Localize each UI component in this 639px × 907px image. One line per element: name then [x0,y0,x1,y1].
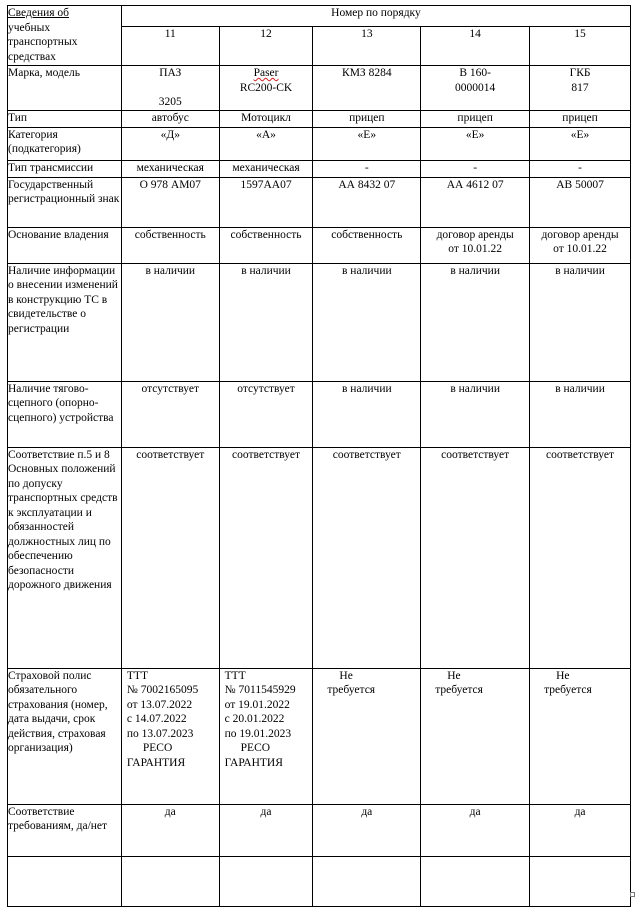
category-cell-13: «Е» [313,127,421,160]
ownership-cell-15 [530,227,631,263]
insurance-line: № 7002165095 [126,684,199,696]
row-label-brand: Марка, модель [8,66,122,111]
column-number-11: 11 [121,27,219,66]
type-cell-11: автобус [121,110,219,127]
brand-line: 3205 [158,96,182,108]
changes-cell-14: в наличии [421,263,530,381]
brand-line: КМЗ 8284 [342,67,392,79]
table-row [8,804,631,856]
insurance-line: по 19.01.2023 [224,727,292,740]
row-label-towbar: Наличие тягово-сцепного (опорно-сцепного) устройства [8,381,122,447]
changes-cell-13: в наличии [313,263,421,381]
brand-line: В 160- [459,67,491,79]
insurance-cell-13 [313,668,421,804]
brand-cell-11 [121,66,219,111]
requirements-cell-12: да [219,804,313,856]
insurance-line: по 13.07.2023 [126,727,194,740]
row-label-changes: Наличие информации о внесении изменений в конструкцию ТС в свидетельстве о регистрации [8,263,122,381]
row-label-ownership: Основание владения [8,227,122,263]
category-cell-11: «Д» [121,127,219,160]
insurance-cell-12 [219,668,313,804]
brand-line: ГКБ [569,67,591,79]
empty-cell [219,856,313,906]
regnum-cell-12: 1597АА07 [219,177,313,227]
category-cell-15: «Е» [530,127,631,160]
insurance-cell-14 [421,668,530,804]
brand-line: 817 [571,81,589,94]
insurance-line: с 20.01.2022 [224,713,285,725]
insurance-cell-15 [530,668,631,804]
transmission-cell-13: - [313,160,421,177]
column-number-12: 12 [219,27,313,66]
regnum-cell-11: О 978 АМ07 [121,177,219,227]
row-label-category: Категория (подкатегория) [8,127,122,160]
type-cell-13: прицеп [313,110,421,127]
empty-cell [530,856,631,906]
insurance-line: ГАРАНТИЯ [126,756,186,769]
towbar-cell-15: в наличии [530,381,631,447]
insurance-line: РЕСО [240,742,271,754]
insurance-line: РЕСО [142,742,173,754]
towbar-cell-12: отсутствует [219,381,313,447]
column-number-14: 14 [421,27,530,66]
transmission-cell-11: механическая [121,160,219,177]
header-label-line: средствах [8,50,56,63]
table-resize-handle[interactable] [630,892,635,897]
table-row [8,110,631,127]
transmission-cell-14: - [421,160,530,177]
towbar-cell-14: в наличии [421,381,530,447]
table-row-empty [8,856,631,906]
insurance-line: от 13.07.2022 [126,698,193,711]
brand-line: 0000014 [455,81,496,94]
empty-cell [313,856,421,906]
insurance-line: требуется [435,684,483,696]
header-label-line: Сведения об [8,7,70,19]
row-label-type: Тип [8,110,122,127]
table-row [8,381,631,447]
brand-cell-15 [530,66,631,111]
row-label-requirements: Соответствие требованиям, да/нет [8,804,122,856]
table-row [8,263,631,381]
category-cell-12: «А» [219,127,313,160]
ownership-cell-14 [421,227,530,263]
row-label-insurance: Страховой полис обязательного страхования (номер, дата выдачи, срок действия, страховая организация) [8,668,122,804]
ownership-line: договор аренды [541,228,619,241]
insurance-line: Не [556,669,570,682]
compliance-cell-11: соответствует [121,447,219,668]
brand-line: ПАЗ [159,67,182,79]
brand-cell-13 [313,66,421,111]
type-cell-12: Мотоцикл [219,110,313,127]
requirements-cell-11: да [121,804,219,856]
ownership-line: от 10.01.22 [448,243,503,255]
regnum-cell-13: АА 8432 07 [313,177,421,227]
towbar-cell-11: отсутствует [121,381,219,447]
insurance-line: № 7011545929 [224,684,296,696]
compliance-cell-15: соответствует [530,447,631,668]
table-row [8,66,631,111]
table-row [8,177,631,227]
table-row [8,227,631,263]
brand-cell-12 [219,66,313,111]
row-label-compliance: Соответствие п.5 и 8 Основных положений по допуску транспортных средств к эксплуатации и обязанностей должностных лиц по обеспечению безопасности дорожного движения [8,447,122,668]
insurance-line: ТТТ [126,669,148,682]
insurance-line: с 14.07.2022 [126,713,187,725]
empty-cell [121,856,219,906]
category-cell-14: «Е» [421,127,530,160]
requirements-cell-14: да [421,804,530,856]
column-number-13: 13 [313,27,421,66]
row-label-transmission: Тип трансмиссии [8,160,122,177]
transmission-cell-15: - [530,160,631,177]
header-label [8,6,122,66]
insurance-line: от 19.01.2022 [224,698,290,711]
ownership-cell-11: собственность [121,227,219,263]
insurance-line: требуется [327,684,376,696]
type-cell-14: прицеп [421,110,530,127]
table-row [8,447,631,668]
table-row [8,127,631,160]
header-title: Номер по порядку [121,6,630,27]
ownership-line: от 10.01.22 [553,243,607,255]
ownership-line: договор аренды [436,228,514,241]
compliance-cell-13: соответствует [313,447,421,668]
table-row [8,668,631,804]
insurance-line: ТТТ [224,669,246,682]
table-row [8,160,631,177]
insurance-line: Не [339,669,353,682]
brand-cell-14 [421,66,530,111]
brand-line: Paser [253,67,279,79]
insurance-line: ГАРАНТИЯ [224,756,283,769]
requirements-cell-15: да [530,804,631,856]
compliance-cell-12: соответствует [219,447,313,668]
ownership-cell-12: собственность [219,227,313,263]
column-number-15: 15 [530,27,631,66]
towbar-cell-13: в наличии [313,381,421,447]
row-label-regnum: Государственный регистрационный знак [8,177,122,227]
empty-cell [8,856,122,906]
insurance-line: требуется [544,684,592,696]
header-label-line: транспортных [8,36,78,48]
type-cell-15: прицеп [530,110,631,127]
requirements-cell-13: да [313,804,421,856]
changes-cell-11: в наличии [121,263,219,381]
brand-line: RC200-CK [239,81,293,94]
transmission-cell-12: механическая [219,160,313,177]
changes-cell-15: в наличии [530,263,631,381]
compliance-cell-14: соответствует [421,447,530,668]
regnum-cell-14: АА 4612 07 [421,177,530,227]
regnum-cell-15: АВ 50007 [530,177,631,227]
insurance-line: Не [447,669,461,682]
insurance-cell-11 [121,668,219,804]
empty-cell [421,856,530,906]
header-label-line: учебных [8,21,51,34]
vehicle-info-table [7,5,631,907]
changes-cell-12: в наличии [219,263,313,381]
ownership-cell-13: собственность [313,227,421,263]
